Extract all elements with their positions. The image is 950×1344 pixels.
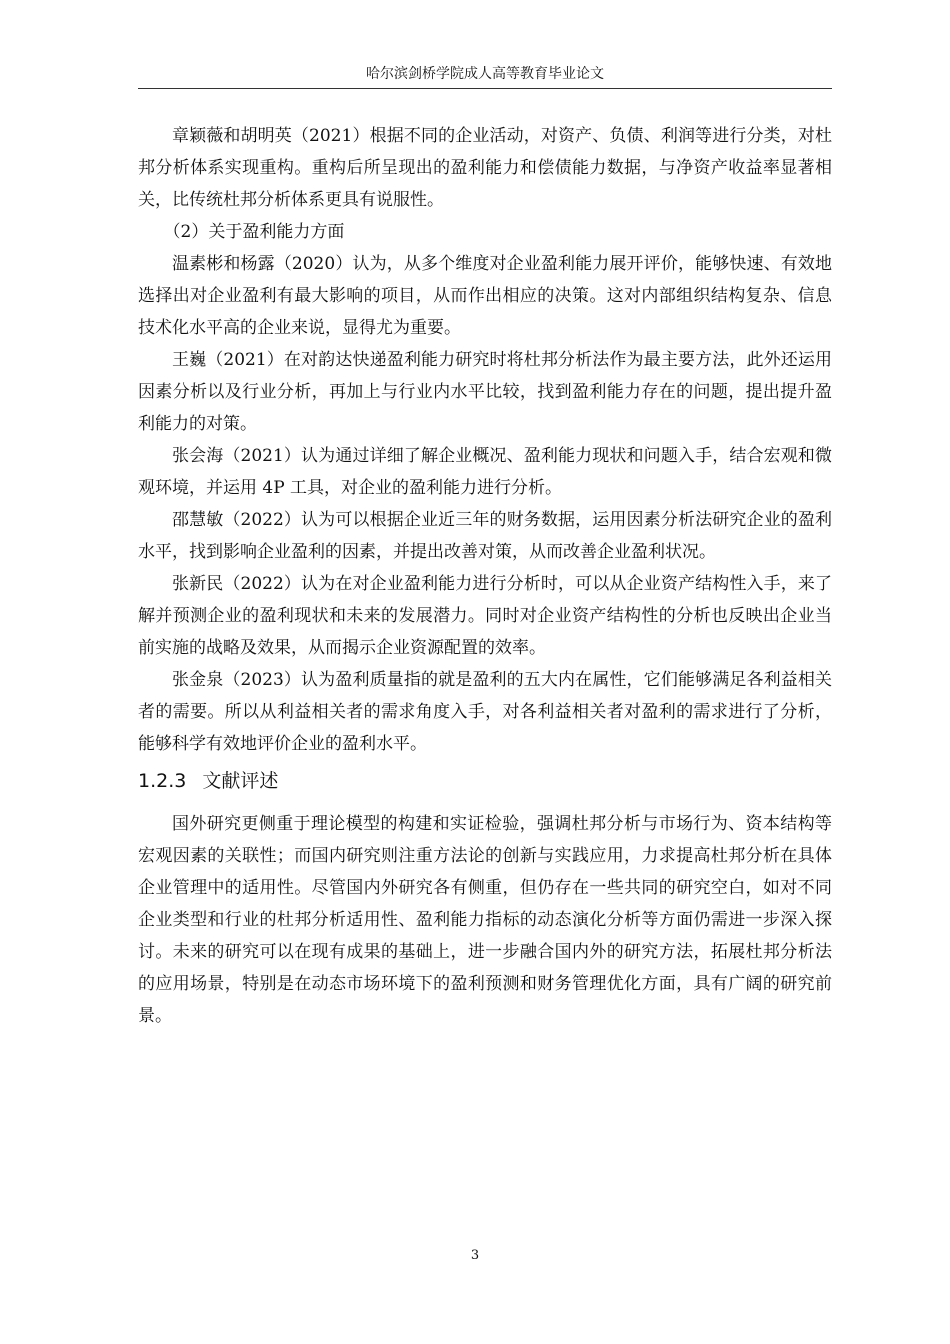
section-heading: [138, 766, 832, 796]
paragraph-zhang-huihai: 张会海（2021）认为通过详细了解企业概况、盈利能力现状和问题入手，结合宏观和微观环境，并运用 4P 工具，对企业的盈利能力进行分析。: [138, 446, 832, 498]
paragraph-zhang-jinquan: 张金泉（2023）认为盈利质量指的就是盈利的五大内在属性，它们能够满足各利益相关者的需要。所以从利益相关者的需求角度入手，对各利益相关者对盈利的需求进行了分析，能够科学有效地评价企业的盈利水平。: [138, 670, 832, 754]
section-number: 1.2.3: [138, 770, 187, 792]
paragraph-shao-huimin: 邵慧敏（2022）认为可以根据企业近三年的财务数据，运用因素分析法研究企业的盈利水平，找到影响企业盈利的因素，并提出改善对策，从而改善企业盈利状况。: [138, 510, 832, 562]
page-number: 3: [470, 1248, 480, 1263]
section-title: 文献评述: [202, 770, 279, 792]
page-header: [138, 64, 832, 89]
paragraph-restructured-dupont: 章颖薇和胡明英（2021）根据不同的企业活动，对资产、负债、利润等进行分类，对杜邦分析体系实现重构。重构后所呈现出的盈利能力和偿债能力数据，与净资产收益率显著相关，比传统杜邦分析体系更具有说服性。: [138, 126, 832, 210]
paragraph-zhang-xinmin: 张新民（2022）认为在对企业盈利能力进行分析时，可以从企业资产结构性入手，来了解并预测企业的盈利现状和未来的发展潜力。同时对企业资产结构性的分析也反映出企业当前实施的战略及效果，从而揭示企业资源配置的效率。: [138, 574, 832, 658]
paragraph-literature-review: 国外研究更侧重于理论模型的构建和实证检验，强调杜邦分析与市场行为、资本结构等宏观因素的关联性；而国内研究则注重方法论的创新与实践应用，力求提高杜邦分析在具体企业管理中的适用性。尽管国内外研究各有侧重，但仍存在一些共同的研究空白，如对不同企业类型和行业的杜邦分析适用性、盈利能力指标的动态演化分析等方面仍需进一步深入探讨。未来的研究可以在现有成果的基础上，进一步融合国内外的研究方法，拓展杜邦分析法的应用场景，特别是在动态市场环境下的盈利预测和财务管理优化方面，具有广阔的研究前景。: [138, 814, 832, 1026]
header-title: 哈尔滨剑桥学院成人高等教育毕业论文: [366, 66, 604, 82]
paragraph-wen-yang: 温素彬和杨露（2020）认为，从多个维度对企业盈利能力展开评价，能够快速、有效地选择出对企业盈利有最大影响的项目，从而作出相应的决策。这对内部组织结构复杂、信息技术化水平高的企业来说，显得尤为重要。: [138, 254, 832, 338]
paragraph-wang-wei: 王巍（2021）在对韵达快递盈利能力研究时将杜邦分析法作为最主要方法，此外还运用因素分析以及行业分析，再加上与行业内水平比较，找到盈利能力存在的问题，提出提升盈利能力的对策。: [138, 350, 832, 434]
document-body: [138, 120, 832, 1032]
subheading-profitability: （2）关于盈利能力方面: [163, 222, 345, 242]
